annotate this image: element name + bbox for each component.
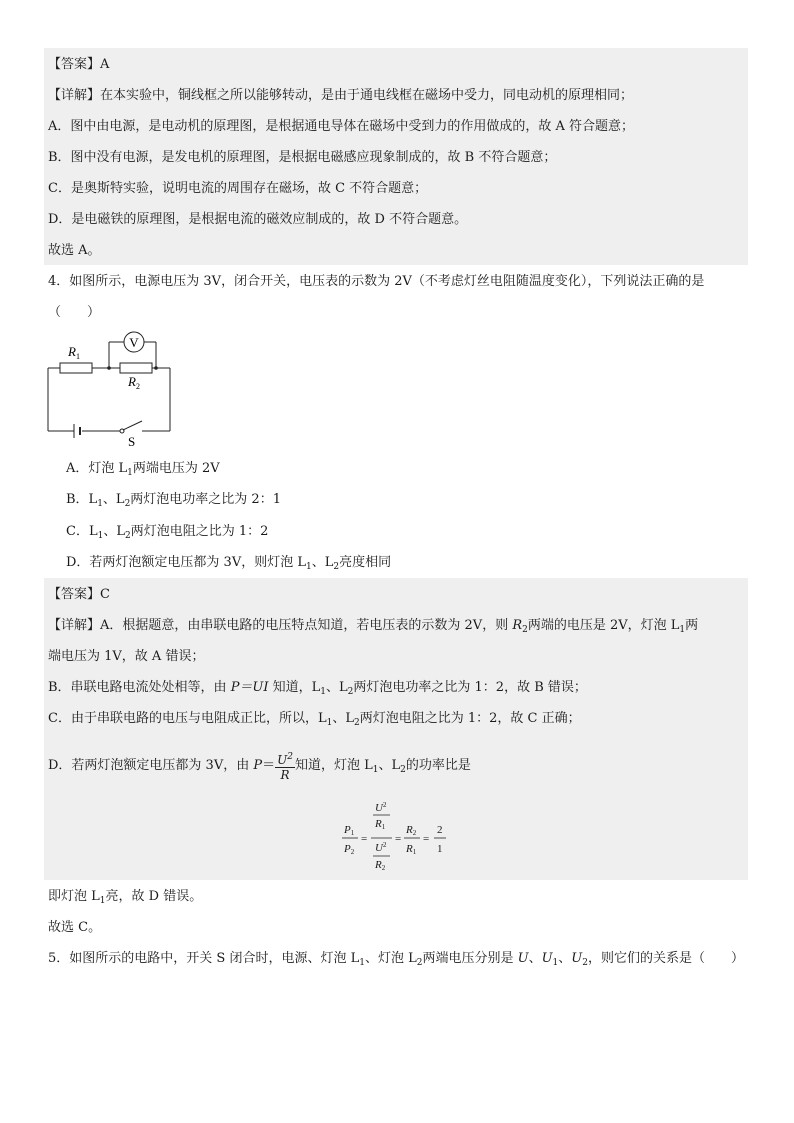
svg-text:P1: P1 <box>344 824 355 837</box>
svg-text:R2: R2 <box>375 859 386 872</box>
resistor-r1 <box>60 363 92 373</box>
resistor-r2 <box>120 363 152 373</box>
switch-label: S <box>128 434 136 448</box>
svg-text:1: 1 <box>437 843 443 855</box>
question-4-paren: （ ） <box>48 305 101 320</box>
detail-2-line-2: 端电压为 1V，故 A 错误； <box>48 649 205 664</box>
detail-2-line-1: 【详解】A．根据题意，由串联电路的电压特点知道，若电压表的示数为 2V，则 $R_2$两端的电压是 2V，灯泡 $L_1$两 <box>48 618 699 635</box>
detail-1-option-a: A．图中由电源，是电动机的原理图，是根据通电导体在磁场中受到力的作用做成的，故 A 符合题意； <box>48 119 635 134</box>
detail-2-option-d: D．若两灯泡额定电压都为 3V，由 P＝ $\frac{U^2}{R}$ 知道，灯泡 $L_1$、$L_2$的功率比是 <box>48 751 471 782</box>
svg-text:R1: R1 <box>406 843 417 856</box>
circuit-diagram <box>44 328 179 448</box>
svg-text:P2: P2 <box>344 843 355 856</box>
power-formula-fraction: $\frac{U^2}{R}$ <box>277 751 293 782</box>
detail-1-option-d: D．是电磁铁的原理图，是根据电流的磁效应制成的，故 D 不符合题意。 <box>48 212 468 227</box>
detail-2-option-b: B．串联电路电流处处相等，由 P＝UI 知道，$L_1$、$L_2$两灯泡电功率之比为 1：2，故 B 错误； <box>48 680 587 697</box>
r2-label: $R_2$ <box>128 374 140 391</box>
question-5-stem: 5．如图所示的电路中，开关 S 闭合时，电源、灯泡 $L_1$、灯泡 $L_2$两端电压分别是 U、$U_1$、$U_2$，则它们的关系是（ ） <box>48 951 745 968</box>
question-4-option-c: C．$L_1$、$L_2$两灯泡电阻之比为 1：2 <box>66 524 269 541</box>
detail-1: 【详解】在本实验中，铜线框之所以能够转动，是由于通电线框在磁场中受力，同电动机的原理相同； <box>48 88 634 103</box>
question-4-stem: 4．如图所示，电源电压为 3V，闭合开关，电压表的示数为 2V（不考虑灯丝电阻随温度变化），下列说法正确的是 <box>48 274 705 289</box>
r1-label: $R_1$ <box>68 344 80 361</box>
detail-1-option-b: B．图中没有电源，是发电机的原理图，是根据电磁感应现象制成的，故 B 不符合题意； <box>48 150 557 165</box>
svg-text:=: = <box>395 833 402 845</box>
answer-2: 【答案】C <box>48 587 110 602</box>
svg-text:U2: $U^2$ <box>375 841 387 854</box>
power-ratio-equation <box>338 798 458 878</box>
conclusion-2-line-1: 即灯泡 $L_1$亮，故 D 错误。 <box>48 889 203 906</box>
svg-text:=: = <box>423 833 430 845</box>
question-4-option-a: A．灯泡 $L_1$两端电压为 2V <box>66 461 220 478</box>
svg-text:R2: R2 <box>406 824 417 837</box>
question-4-option-b: B．$L_1$、$L_2$两灯泡电功率之比为 2：1 <box>66 492 281 509</box>
conclusion-2: 故选 C。 <box>48 920 102 935</box>
svg-text:2: 2 <box>437 824 443 836</box>
voltmeter-label: V <box>129 335 139 350</box>
question-4-option-d: D．若两灯泡额定电压都为 3V，则灯泡 $L_1$、$L_2$亮度相同 <box>66 555 392 572</box>
svg-text:=: = <box>361 833 368 845</box>
svg-text:U2: $U^2$ <box>375 801 387 814</box>
detail-1-option-c: C．是奥斯特实验，说明电流的周围存在磁场，故 C 不符合题意； <box>48 181 428 196</box>
svg-text:R1: R1 <box>375 818 386 831</box>
answer-1: 【答案】A <box>48 57 110 72</box>
conclusion-1: 故选 A。 <box>48 243 101 258</box>
detail-2-option-c: C．由于串联电路的电压与电阻成正比，所以，$L_1$、$L_2$两灯泡电阻之比为 1：2，故 C 正确； <box>48 711 581 728</box>
